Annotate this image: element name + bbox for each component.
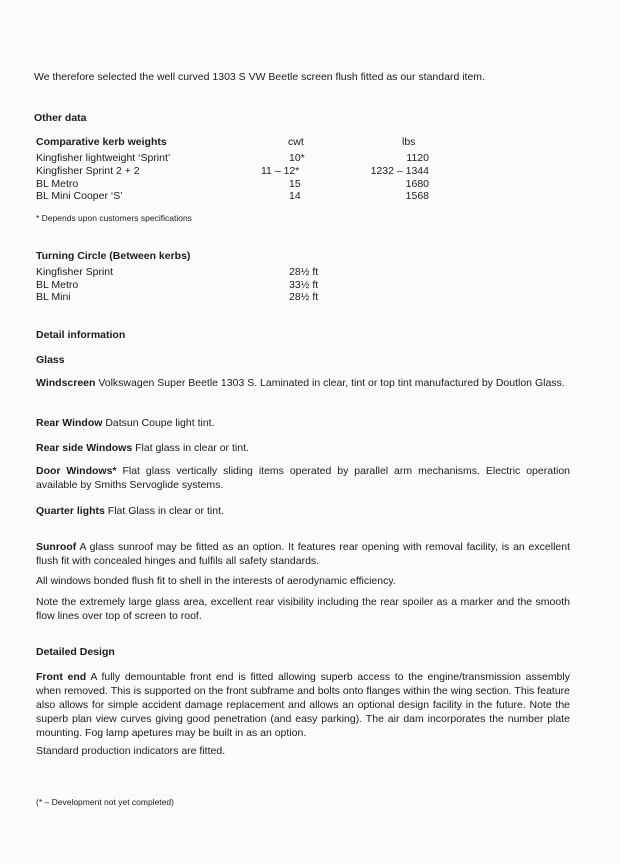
paragraph-text: A fully demountable front end is fitted allowing superb access to the engine/transmission assembly when removed. This is supported on the front subframe and bolts onto flanges within the wing section. This feature also allows for simple accident damage replacement and allows an optional design facility in the future. Note the superb plan view curves giving good penetration (and easy parking). The air dam incorporates the number plate mounting. Fog lamp apetures may be built in as an option. <box>36 671 570 739</box>
bonded-paragraph: All windows bonded flush fit to shell in the interests of aerodynamic efficiency. <box>36 575 396 587</box>
table-row <box>36 190 596 203</box>
vehicle-name: Kingfisher lightweight ‘Sprint’ <box>36 152 171 164</box>
other-data-heading: Other data <box>34 112 87 124</box>
paragraph-text: Datsun Coupe light tint. <box>102 417 215 429</box>
turning-value: 33½ ft <box>289 279 319 291</box>
turning-value: 28½ ft <box>289 291 319 303</box>
paragraph-text: Flat glass in clear or tint. <box>132 442 249 454</box>
intro-text: We therefore selected the well curved 1303 S VW Beetle screen flush fitted as our standard item. <box>34 71 485 83</box>
vehicle-name: BL Mini <box>36 291 71 303</box>
paragraph-lead: Door Windows* <box>36 465 117 477</box>
cwt-value: 14 <box>289 190 301 202</box>
paragraph-lead: Front end <box>36 671 87 683</box>
turning-circle-heading: Turning Circle (Between kerbs) <box>36 250 191 262</box>
quarter-lights-paragraph <box>36 504 570 518</box>
front-end-paragraph <box>36 670 570 740</box>
table-row <box>36 291 596 304</box>
windscreen-paragraph <box>36 376 570 390</box>
glass-heading: Glass <box>36 354 65 366</box>
paragraph-lead: Quarter lights <box>36 505 105 517</box>
lbs-value: 1232 – 1344 <box>370 165 429 177</box>
paragraph-lead: Rear Window <box>36 417 103 429</box>
col-cwt-header: cwt <box>288 136 304 148</box>
paragraph-text: Flat Glass in clear or tint. <box>104 505 224 517</box>
vehicle-name: BL Mini Cooper ‘S’ <box>36 190 123 202</box>
rear-side-windows-paragraph <box>36 441 570 455</box>
vehicle-name: BL Metro <box>36 178 79 190</box>
paragraph-text: Flat glass vertically sliding items operated by parallel arm mechanisms. Electric operation available by Smiths Servoglide systems. <box>36 465 570 491</box>
paragraph-text: Volkswagen Super Beetle 1303 S. Laminated in clear, tint or top tint manufactured by Doutlon Glass. <box>95 377 565 389</box>
detail-information-heading: Detail information <box>36 329 126 341</box>
paragraph-lead: Windscreen <box>36 377 96 389</box>
sunroof-paragraph <box>36 540 570 568</box>
paragraph-text: A glass sunroof may be fitted as an option. It features rear opening with removal facility, is an excellent flush fit with concealed hinges and fulfils all safety standards. <box>36 541 570 567</box>
cwt-value: 15 <box>289 178 301 190</box>
table-row <box>36 165 596 178</box>
lbs-value: 1568 <box>405 190 429 202</box>
table-row <box>36 266 596 279</box>
development-footnote: (* – Development not yet completed) <box>36 797 174 807</box>
cwt-value: 10* <box>289 152 305 164</box>
table-header-row <box>36 136 596 149</box>
note-paragraph: Note the extremely large glass area, excellent rear visibility including the rear spoiler as a marker and the smooth flow lines over top of screen to roof. <box>36 596 570 622</box>
lbs-value: 1120 <box>406 152 429 164</box>
paragraph-lead: Sunroof <box>36 541 77 553</box>
lbs-value: 1680 <box>405 178 429 190</box>
door-windows-paragraph <box>36 464 570 492</box>
paragraph-lead: Rear side Windows <box>36 442 133 454</box>
vehicle-name: Kingfisher Sprint 2 + 2 <box>36 165 140 177</box>
vehicle-name: BL Metro <box>36 279 79 291</box>
vehicle-name: Kingfisher Sprint <box>36 266 114 278</box>
indicators-paragraph: Standard production indicators are fitted. <box>36 745 226 757</box>
rear-window-paragraph <box>36 416 570 430</box>
kerb-weights-heading: Comparative kerb weights <box>36 136 167 148</box>
kerb-footnote: * Depends upon customers specifications <box>36 213 192 223</box>
cwt-value: 11 – 12* <box>261 165 300 177</box>
col-lbs-header: lbs <box>402 136 416 148</box>
table-row <box>36 152 596 165</box>
detailed-design-heading: Detailed Design <box>36 646 115 658</box>
turning-value: 28½ ft <box>289 266 319 278</box>
